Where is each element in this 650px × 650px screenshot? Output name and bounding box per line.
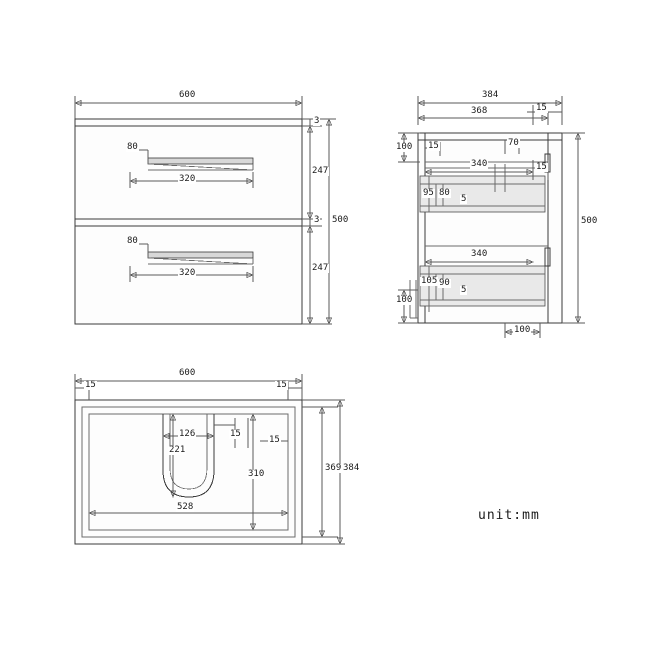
front-drawer2-height-label: 247 — [312, 263, 329, 273]
top-overall-depth-label: 384 — [343, 463, 360, 473]
opening-width-label: 528 — [177, 502, 194, 512]
handle1-length-label: 320 — [179, 174, 196, 184]
front-drawer1-height-label: 247 — [312, 166, 329, 176]
side-box-gap5b-label: 5 — [461, 285, 467, 295]
unit-note: unit:mm — [478, 508, 540, 523]
handle2-offset-label: 80 — [127, 236, 138, 246]
side-inner-depth-label: 368 — [471, 106, 488, 116]
side-box-gap5-label: 5 — [461, 194, 467, 204]
top-overall-width-label: 600 — [179, 368, 196, 378]
handle2-length-label: 320 — [179, 268, 196, 278]
side-bottom-inset-label: 100 — [396, 295, 413, 305]
basin-depth-label: 221 — [169, 445, 186, 455]
side-box-h80-label: 80 — [439, 188, 450, 198]
side-box-h90-label: 90 — [439, 278, 450, 288]
side-bottom-foot-label: 100 — [514, 325, 531, 335]
top-left-margin-label: 15 — [85, 380, 96, 390]
side-box-h105-label: 105 — [421, 276, 438, 286]
basin-width-label: 126 — [179, 429, 196, 439]
handle1-offset-label: 80 — [127, 142, 138, 152]
side-drawer2-depth-label: 340 — [471, 249, 488, 259]
basin-offset-label: 15 — [230, 429, 241, 439]
top-inner-depth-label: 369 — [325, 463, 342, 473]
side-drawer1-depth-label: 340 — [471, 159, 488, 169]
side-rail-len-top-label: 70 — [508, 138, 519, 148]
front-top-gap-label: 3 — [314, 116, 320, 126]
basin-offset-right-label: 15 — [269, 435, 280, 445]
opening-depth-label: 310 — [248, 469, 265, 479]
side-top-inset-label: 100 — [396, 142, 413, 152]
side-top-right-offset-label: 15 — [536, 103, 547, 113]
front-overall-width-label: 600 — [179, 90, 196, 100]
side-right-height-label: 500 — [581, 216, 598, 226]
front-overall-height-label: 500 — [332, 215, 349, 225]
side-box-h95-label: 95 — [423, 188, 434, 198]
top-right-margin-label: 15 — [276, 380, 287, 390]
side-top-left-offset-label: 15 — [428, 141, 439, 151]
side-drawer1-right-label: 15 — [536, 162, 547, 172]
side-overall-depth-label: 384 — [482, 90, 499, 100]
front-mid-gap-label: 3 — [314, 215, 320, 225]
